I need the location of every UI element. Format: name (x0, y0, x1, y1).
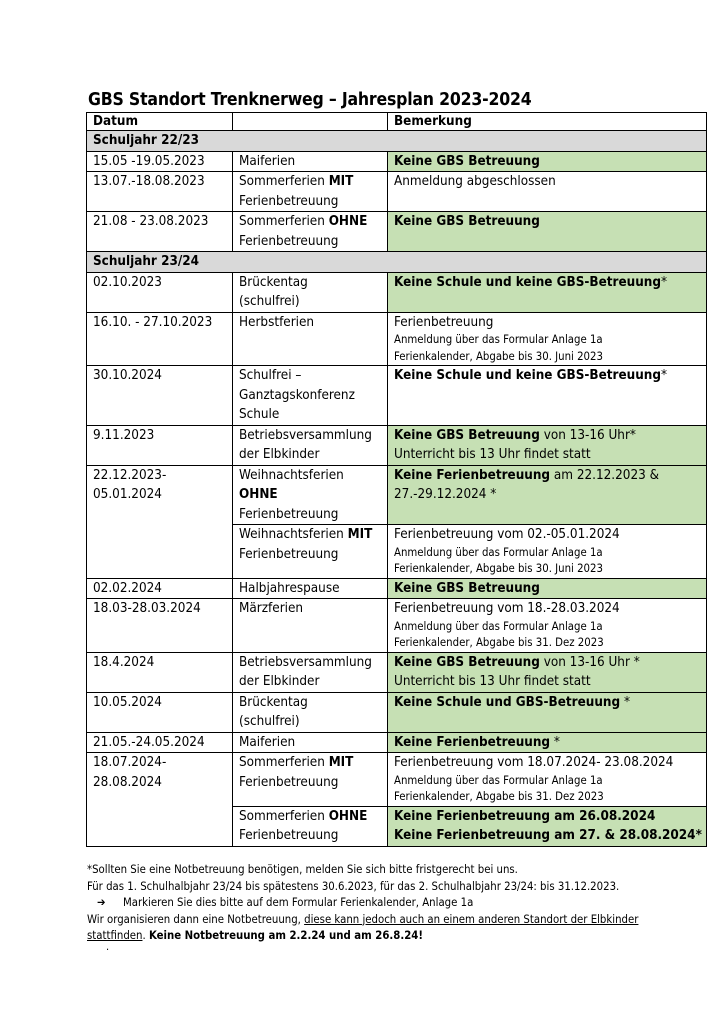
section-label: Schuljahr 22/23 (87, 131, 707, 152)
event-text: Ferienbetreuung (239, 828, 339, 843)
section-label: Schuljahr 23/24 (87, 252, 707, 273)
date-cell: 21.05.-24.05.2024 (87, 732, 233, 753)
event-cell: Maiferien (233, 732, 388, 753)
remark-text: Unterricht bis 13 Uhr findet statt (394, 674, 591, 689)
date-cell: 30.10.2024 (87, 366, 233, 426)
remark-cell: Anmeldung abgeschlossen (388, 172, 707, 212)
remark-cell (388, 465, 707, 525)
remark-text: Keine Ferienbetreuung am 27. & 28.08.2024* (394, 828, 702, 843)
event-text: der Elbkinder (239, 447, 320, 462)
event-emphasis: OHNE (328, 214, 368, 229)
remark-cell: Keine GBS Betreuung (388, 151, 707, 172)
event-emphasis: OHNE (239, 487, 278, 502)
remark-note: Anmeldung über das Formular Anlage 1a (394, 545, 603, 559)
footnote-underlined: diese kann jedoch auch an einem anderen Standort der Elbkinder (304, 912, 639, 926)
footnote-line (87, 895, 707, 912)
remark-text: Ferienbetreuung vom 18.-28.03.2024 (394, 601, 620, 616)
arrow-icon: ➔ (97, 896, 106, 910)
remark-cell (388, 732, 707, 753)
event-text: Sommerferien (239, 755, 329, 770)
date-cell: 9.11.2023 (87, 425, 233, 465)
remark-note: Ferienkalender, Abgabe bis 30. Juni 2023 (394, 562, 603, 575)
remark-cell (388, 599, 707, 653)
remark-text: Keine Ferienbetreuung am 26.08.2024 (394, 808, 656, 824)
event-cell (233, 753, 388, 807)
event-text: Ferienbetreuung (239, 233, 339, 249)
date-cell: 16.10. - 27.10.2023 (87, 312, 233, 366)
remark-cell (388, 312, 707, 366)
event-text: Betriebsversammlung (239, 427, 372, 443)
remark-cell (388, 692, 707, 732)
event-text: Brückentag (239, 694, 308, 710)
event-cell (233, 425, 388, 465)
table-row (87, 172, 707, 212)
event-text: der Elbkinder (239, 674, 320, 689)
event-text: Weihnachtsferien (239, 527, 348, 542)
date-text: 05.01.2024 (93, 487, 162, 502)
date-cell: 18.4.2024 (87, 652, 233, 692)
remark-text: Ferienbetreuung (394, 314, 494, 330)
event-emphasis: MIT (328, 174, 354, 189)
remark-note: Ferienkalender, Abgabe bis 31. Dez 2023 (394, 636, 604, 649)
footnote-text: Wir organisieren dann eine Notbetreuung, (87, 912, 305, 926)
date-cell: 02.02.2024 (87, 578, 233, 599)
date-cell: 10.05.2024 (87, 692, 233, 732)
event-emphasis: MIT (328, 755, 354, 770)
remark-cell (388, 525, 707, 579)
table-row (87, 732, 707, 753)
table-row (87, 465, 707, 525)
table-row (87, 151, 707, 172)
event-text: Schulfrei – (239, 368, 302, 383)
remark-text: Ferienbetreuung vom 18.07.2024- 23.08.2024 (394, 755, 674, 770)
date-cell: 18.03-28.03.2024 (87, 599, 233, 653)
remark-cell (388, 806, 707, 846)
event-text: Betriebsversammlung (239, 654, 372, 670)
footnote-line (87, 928, 707, 945)
date-cell: 13.07.-18.08.2023 (87, 172, 233, 212)
event-cell (233, 806, 388, 846)
table-row (87, 692, 707, 732)
footnote-underlined: stattfinden (87, 929, 143, 943)
remark-cell (388, 425, 707, 465)
footnote (87, 862, 707, 945)
section-row (87, 252, 707, 273)
table-row (87, 578, 707, 599)
table-row (87, 652, 707, 692)
event-cell (233, 212, 388, 252)
header-empty (233, 113, 388, 131)
date-text: 18.07.2024- (93, 755, 167, 770)
remark-text: Keine Ferienbetreuung (394, 734, 551, 750)
event-cell (233, 172, 388, 212)
remark-cell (388, 753, 707, 807)
event-cell: Märzferien (233, 599, 388, 653)
remark-text: Keine Schule und GBS-Betreuung (394, 694, 621, 710)
remark-text: von 13-16 Uhr* (539, 427, 636, 443)
remark-text: Keine GBS Betreuung (394, 427, 540, 443)
remark-text: Keine GBS Betreuung (394, 654, 540, 670)
section-row (87, 131, 707, 152)
date-text: 28.08.2024 (93, 774, 162, 790)
table-row (87, 753, 707, 807)
remark-note: Anmeldung über das Formular Anlage 1a (394, 333, 603, 346)
remark-text: Unterricht bis 13 Uhr findet statt (394, 447, 591, 462)
event-text: Sommerferien (239, 214, 329, 229)
event-emphasis: MIT (347, 527, 373, 542)
event-text: Weihnachtsferien (239, 467, 344, 483)
table-row (87, 312, 707, 366)
date-cell (87, 465, 233, 578)
footnote-line: Für das 1. Schulhalbjahr 23/24 bis spätestens 30.6.2023, für das 2. Schulhalbjahr 23/24: bis 31.12.2023. (87, 879, 620, 893)
remark-cell (388, 272, 707, 312)
remark-note: Anmeldung über das Formular Anlage 1a (394, 619, 603, 633)
event-text: (schulfrei) (239, 714, 300, 729)
footnote-text: Markieren Sie dies bitte auf dem Formular Ferienkalender, Anlage 1a (123, 896, 474, 910)
table-row (87, 366, 707, 426)
date-text: 22.12.2023- (93, 467, 167, 483)
remark-text: 27.-29.12.2024 * (394, 487, 497, 502)
annual-plan-table (86, 112, 707, 847)
date-cell: 21.08 - 23.08.2023 (87, 212, 233, 252)
footnote-bold: Keine Notbetreuung am 2.2.24 und am 26.8.24! (148, 929, 423, 943)
remark-cell (388, 366, 707, 426)
remark-note: Anmeldung über das Formular Anlage 1a (394, 773, 603, 787)
event-text: (schulfrei) (239, 294, 300, 309)
remark-text: Keine Schule und keine GBS-Betreuung (394, 368, 662, 383)
remark-text: von 13-16 Uhr * (539, 654, 640, 670)
header-bemerkung: Bemerkung (388, 113, 707, 131)
event-cell (233, 525, 388, 579)
event-emphasis: OHNE (328, 808, 368, 824)
event-text: Ferienbetreuung (239, 506, 339, 522)
table-row (87, 599, 707, 653)
remark-cell: Keine GBS Betreuung (388, 212, 707, 252)
event-cell: Herbstferien (233, 312, 388, 366)
asterisk-mark: * (661, 274, 668, 290)
date-cell: 15.05 -19.05.2023 (87, 151, 233, 172)
table-header-row (87, 113, 707, 131)
remark-cell: Keine GBS Betreuung (388, 578, 707, 599)
asterisk-mark: * (661, 368, 668, 383)
remark-text: Ferienbetreuung vom 02.-05.01.2024 (394, 527, 620, 542)
event-text: Ferienbetreuung (239, 546, 339, 562)
table-row (87, 425, 707, 465)
event-cell (233, 652, 388, 692)
stray-dot: . (106, 940, 110, 953)
event-cell: Maiferien (233, 151, 388, 172)
header-datum: Datum (87, 113, 233, 131)
event-text: Schule (239, 407, 280, 422)
remark-text: Keine Schule und keine GBS-Betreuung (394, 274, 662, 290)
event-cell (233, 692, 388, 732)
remark-note: Ferienkalender, Abgabe bis 30. Juni 2023 (394, 349, 603, 363)
event-cell: Halbjahrespause (233, 578, 388, 599)
remark-note: Ferienkalender, Abgabe bis 31. Dez 2023 (394, 790, 604, 803)
event-cell (233, 465, 388, 525)
remark-cell (388, 652, 707, 692)
asterisk-mark: * (550, 734, 560, 750)
footnote-line: *Sollten Sie eine Notbetreuung benötigen, melden Sie sich bitte fristgerecht bei uns. (87, 863, 518, 876)
footnote-text: . (142, 929, 149, 943)
remark-text: Keine Ferienbetreuung (394, 467, 551, 483)
asterisk-mark: * (620, 694, 630, 710)
table-row (87, 272, 707, 312)
footnote-line (87, 912, 707, 929)
event-text: Ferienbetreuung (239, 774, 339, 790)
event-text: Ganztagskonferenz (239, 387, 355, 403)
event-cell (233, 366, 388, 426)
event-text: Brückentag (239, 274, 308, 290)
table-row (87, 212, 707, 252)
document-title: GBS Standort Trenknerweg – Jahresplan 2023-2024 (88, 90, 532, 110)
event-text: Ferienbetreuung (239, 193, 339, 209)
remark-text: am 22.12.2023 & (550, 467, 660, 483)
event-cell (233, 272, 388, 312)
date-cell (87, 753, 233, 847)
event-text: Sommerferien (239, 808, 329, 824)
date-cell: 02.10.2023 (87, 272, 233, 312)
event-text: Sommerferien (239, 174, 329, 189)
